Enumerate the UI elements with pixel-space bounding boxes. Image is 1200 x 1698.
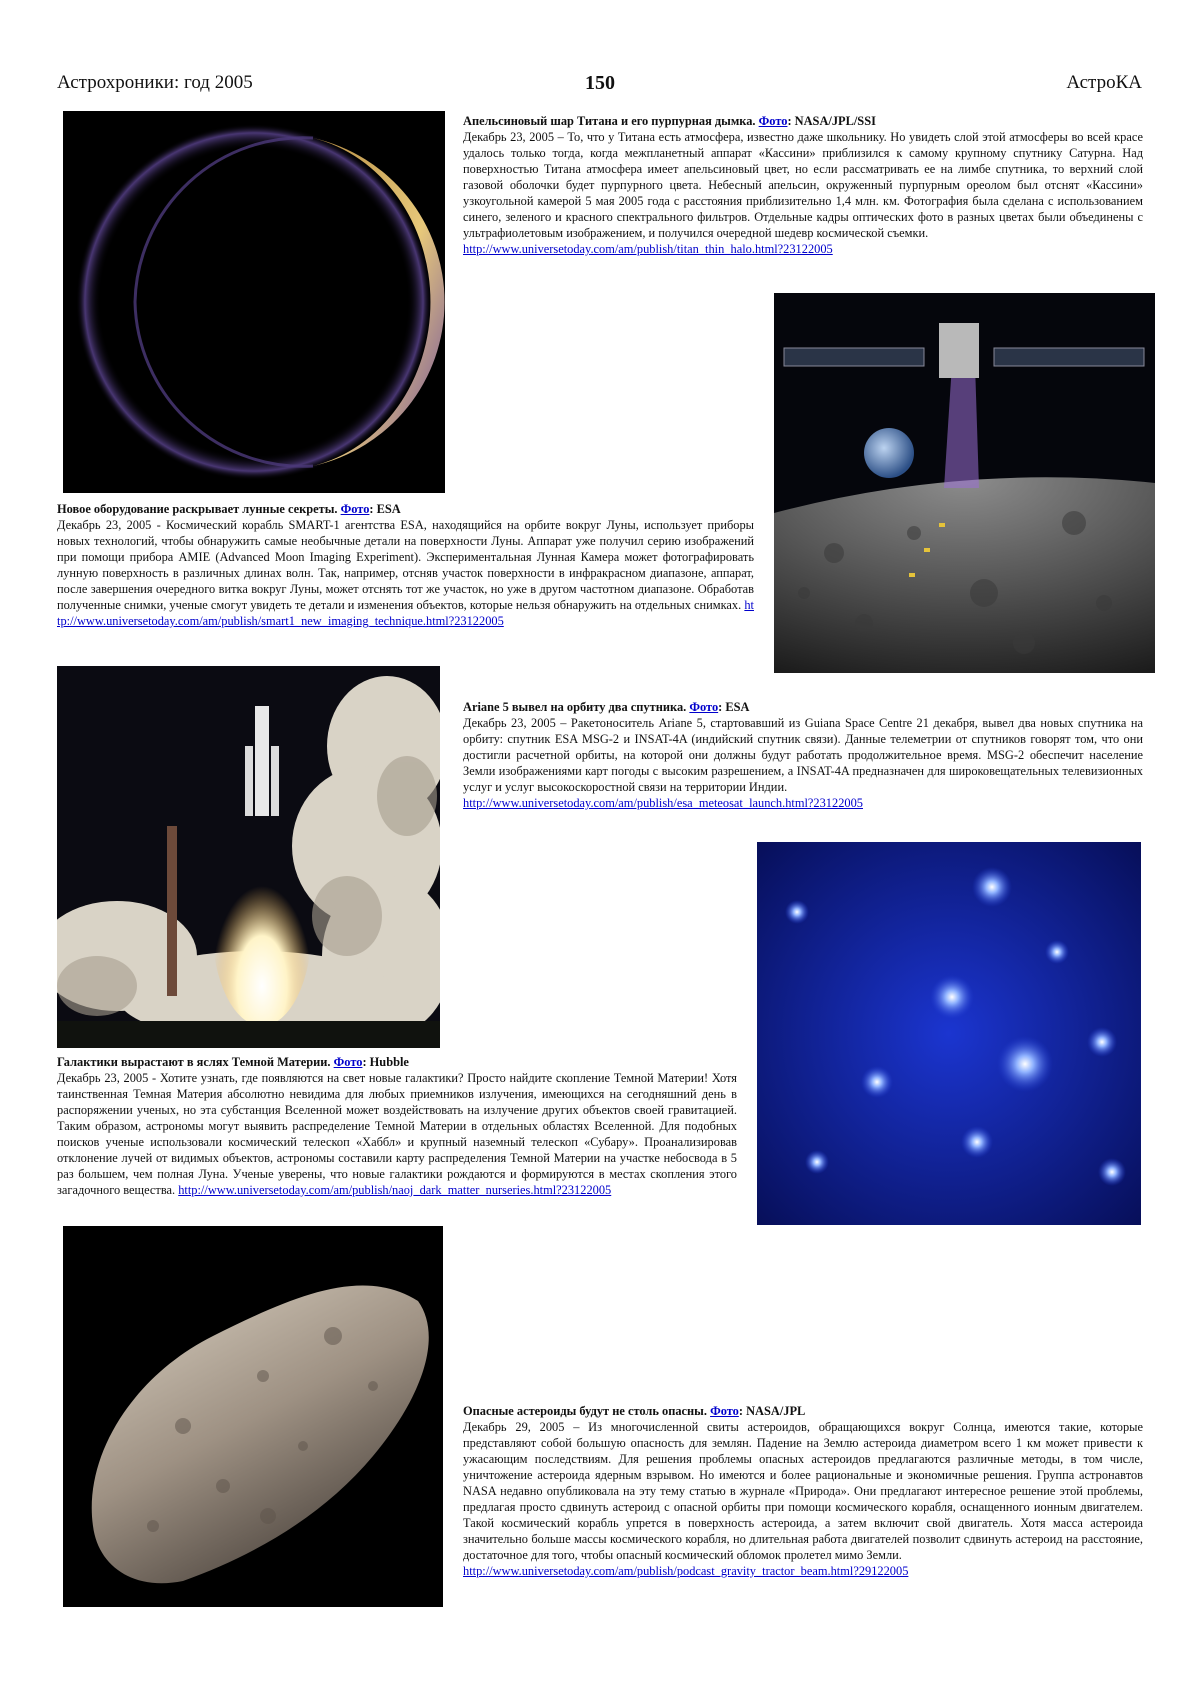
article-source-link[interactable]: http://www.universetoday.com/am/publish/podcast_gravity_tractor_beam.html?29122005 <box>463 1564 909 1578</box>
photo-credit: : ESA <box>369 502 401 516</box>
article-source-link[interactable]: http://www.universetoday.com/am/publish/titan_thin_halo.html?23122005 <box>463 242 833 256</box>
article-body: Декабрь 23, 2005 – Ракетоноситель Ariane 5, стартовавший из Guiana Space Centre 21 декабря, вывел два новых спутника на орбиту: спутник ESA MSG-2 и INSAT-4A (индийский спутник связи). Данные телеметрии от спутников говорят том, что они достигли расчетной орбиты, на которой они должны будут работать продолжительное время. MSG-2 обеспечит население Земли изображениями карт погоды с высоким разрешением, а INSAT-4A предназначен для широковещательных телевизионных услуг и услуг высокоскоростной связи на территории Индии. <box>463 716 1143 794</box>
article-title: Опасные астероиды будут не столь опасны. <box>463 1404 707 1418</box>
photo-credit: : Hubble <box>362 1055 409 1069</box>
titan-photo <box>63 111 445 493</box>
photo-credit-link[interactable]: Фото <box>758 114 788 128</box>
article-source-link[interactable]: http://www.universetoday.com/am/publish/smart1_new_imaging_technique.html?23122005 <box>57 598 754 628</box>
running-header-brand: АстроКА <box>1066 72 1142 93</box>
dark-matter-map-photo <box>757 842 1141 1225</box>
photo-credit-link[interactable]: Фото <box>710 1404 739 1418</box>
photo-credit-link[interactable]: Фото <box>333 1055 363 1069</box>
photo-credit: : NASA/JPL/SSI <box>787 114 876 128</box>
photo-credit: : NASA/JPL <box>738 1404 806 1418</box>
photo-credit: : ESA <box>718 700 750 714</box>
ariane-launch-photo <box>57 666 440 1048</box>
article-asteroids <box>463 1403 1143 1579</box>
article-source-link[interactable]: http://www.universetoday.com/am/publish/esa_meteosat_launch.html?23122005 <box>463 796 863 810</box>
article-titan <box>463 113 1143 257</box>
article-body: Декабрь 23, 2005 – То, что у Титана есть атмосфера, известно даже школьнику. Но увидеть слой этой атмосферы во всей красе удалось только тогда, когда межпланетный аппарат «Кассини» приблизился к самому крупному спутнику Сатурна. Над поверхностью Титана атмосфера имеет апельсиновый цвет, но если рассматривать ее на лимбе спутника, то верхний слой газовой оболочки будет пурпурного цвета. Небесный апельсин, окруженный пурпурным ореолом был отснят «Кассини» узкоугольной камерой 5 мая 2005 года с расстояния приблизительно 1,4 млн. км. Фотография была сделана с использованием синего, зеленого и красного спектрального фильтров. Отдельные кадры оптических фото в разных цветах были объединены с ультрафиолетовым изображением, и получился очередной шедевр космической съемки. <box>463 130 1143 240</box>
photo-credit-link[interactable]: Фото <box>340 502 370 516</box>
running-header-title: Астрохроники: год 2005 <box>57 72 253 93</box>
photo-credit-link[interactable]: Фото <box>689 700 719 714</box>
article-title: Галактики вырастают в яслях Темной Материи. <box>57 1055 331 1069</box>
article-ariane <box>463 699 1143 811</box>
article-title: Апельсиновый шар Титана и его пурпурная дымка. <box>463 114 756 128</box>
article-title: Новое оборудование раскрывает лунные секреты. <box>57 502 338 516</box>
article-body: Декабрь 23, 2005 - Космический корабль SMART-1 агентства ESA, находящийся на орбите вокруг Луны, использует приборы новых технологий, чтобы обнаружить самые необычные детали на поверхности Луны. Аппарат уже получил серию изображений при помощи прибора AMIE (Advanced Moon Imaging Experiment). Экспериментальная Лунная Камера может фотографировать лунную поверхность в различных длинах волн. Так, например, отсняв участок поверхности в инфракрасном диапазоне, аппарат, после завершения очередного витка вокруг Луны, может отснять тот же участок, но уже в другом частотном диапазоне. Обработав полученные снимки, ученые смогут увидеть те детали и изменения объектов, которые нельзя обнаружить на отдельных снимках. <box>57 518 754 612</box>
article-body: Декабрь 23, 2005 - Хотите узнать, где появляются на свет новые галактики? Просто найдите скопление Темной Материи! Хотя таинственная Темная Материя абсолютно невидима для любых приемников излучения, имеющихся на сегодняшний день в распоряжении ученых, но эта субстанция Вселенной может воздействовать на излучение других объектов своей гравитацией. Таким образом, астрономы могут выявить распределение Темной Материи в отдельных областях Вселенной. Для подобных поисков ученые использовали космический телескоп «Хаббл» и крупный наземный телескоп «Субару». Проанализировав отклонение лучей от видимых объектов, астрономы составили карту распределения Темной Материи на участке небосвода в 5 раз большем, чем полная Луна. Ученые уверены, что новые галактики рождаются и формируются в местах скопления этого загадочного вещества. <box>57 1071 737 1197</box>
article-source-link[interactable]: http://www.universetoday.com/am/publish/naoj_dark_matter_nurseries.html?23122005 <box>178 1183 612 1197</box>
article-title: Ariane 5 вывел на орбиту два спутника. <box>463 700 687 714</box>
article-smart1 <box>57 501 754 629</box>
page-number: 150 <box>585 72 615 94</box>
asteroid-photo <box>63 1226 443 1607</box>
smart1-photo <box>774 293 1155 673</box>
article-body: Декабрь 29, 2005 – Из многочисленной свиты астероидов, обращающихся вокруг Солнца, имеются такие, которые представляют собой большую опасность для землян. Падение на Землю астероида диаметром всего 1 км может привести к ужасающим последствиям. Для решения проблемы опасных астероидов предлагаются различные методы, в том числе, уничтожение астероида ядерным взрывом. Но имеются и более рациональные и экономичные решения. Группа астронавтов NASA недавно опубликовала на эту тему статью в журнале «Природа». Они предлагают интересное решение этой проблемы, предлагая просто сдвинуть астероид с опасной орбиты при помощи космического корабля, оснащенного ионным двигателем. Такой космический корабль упрется в поверхность астероида, а затем включит свой двигатель. Хотя масса астероида значительно больше массы космического корабля, но длительная работа двигателей позволит сдвинуть астероид на расстояние, достаточное для того, чтобы опасный космический обломок пролетел мимо Земли. <box>463 1420 1143 1562</box>
article-dark-matter <box>57 1054 737 1198</box>
